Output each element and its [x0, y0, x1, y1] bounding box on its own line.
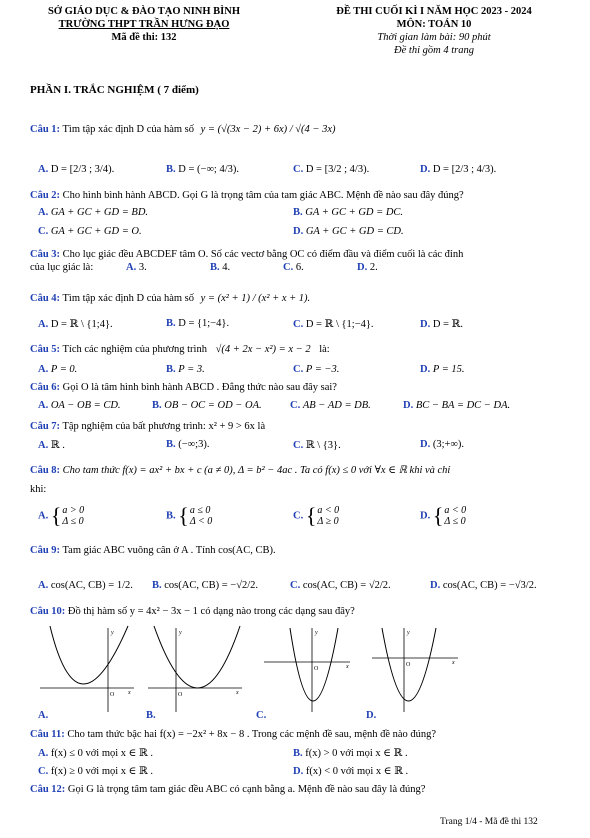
- svg-text:O: O: [406, 662, 411, 668]
- svg-text:O: O: [110, 692, 115, 698]
- q7-option-c[interactable]: C. ℝ \ {3}.: [293, 440, 341, 451]
- q6-option-d[interactable]: D. BC − BA = DC − DA.: [403, 400, 511, 411]
- question-9: Câu 9: Tam giác ABC vuông cân ở A . Tính cos(AC, CB).: [30, 545, 276, 556]
- svg-text:y: y: [179, 630, 182, 636]
- svg-text:x: x: [128, 690, 131, 696]
- q11-option-c[interactable]: C. f(x) ≥ 0 với mọi x ∈ ℝ .: [38, 766, 154, 777]
- q7-option-a[interactable]: A. ℝ .: [38, 440, 65, 451]
- question-3: Câu 3: Cho lục giác đều ABCDEF tâm O. Số các vectơ bằng OC có điểm đầu và điểm cuối là các đỉnh: [30, 249, 464, 260]
- graph-c[interactable]: [256, 624, 354, 714]
- q10-option-d[interactable]: D.: [366, 710, 377, 721]
- q4-option-a[interactable]: A. D = ℝ \ {1;4}.: [38, 319, 113, 330]
- school-name: TRƯỜNG THPT TRẦN HƯNG ĐẠO: [58, 19, 230, 30]
- q1-option-d[interactable]: D. D = [2/3 ; 4/3).: [420, 164, 497, 175]
- svg-text:y: y: [315, 630, 318, 636]
- q5-option-a[interactable]: A. P = 0.: [38, 364, 78, 375]
- q8-option-d[interactable]: D. {a < 0 Δ ≤ 0: [420, 503, 467, 528]
- q7-option-d[interactable]: D. (3;+∞).: [420, 439, 465, 450]
- q11-option-d[interactable]: D. f(x) < 0 với mọi x ∈ ℝ .: [293, 766, 409, 777]
- q4-option-b[interactable]: B. D = {1;−4}.: [166, 318, 230, 329]
- time-limit: Thời gian làm bài: 90 phút: [377, 32, 491, 43]
- q2-option-c[interactable]: C. GA + GC + GD = O.: [38, 226, 142, 237]
- question-8-cont: khi:: [30, 484, 47, 495]
- q8-option-b[interactable]: B. {a ≤ 0 Δ < 0: [166, 503, 213, 528]
- q5-option-c[interactable]: C. P = −3.: [293, 364, 340, 375]
- graph-a[interactable]: [38, 624, 136, 714]
- subject: MÔN: TOÁN 10: [396, 19, 472, 30]
- q11-option-b[interactable]: B. f(x) > 0 với mọi x ∈ ℝ .: [293, 748, 408, 759]
- question-7: Câu 7: Tập nghiệm của bất phương trình: x² + 9 > 6x là: [30, 421, 266, 432]
- question-5: Câu 5: Tích các nghiệm của phương trình √(4 + 2x − x²) = x − 2 là:: [30, 344, 330, 355]
- q3-option-c[interactable]: C. 6.: [283, 262, 304, 273]
- formula: y = (√(3x − 2) + 6x) / √(4 − 3x): [200, 124, 336, 135]
- svg-text:O: O: [314, 666, 319, 672]
- q10-option-b[interactable]: B.: [146, 710, 156, 721]
- q6-option-a[interactable]: A. OA − OB = CD.: [38, 400, 121, 411]
- dept-name: SỞ GIÁO DỤC & ĐÀO TẠO NINH BÌNH: [47, 6, 241, 17]
- q4-option-d[interactable]: D. D = ℝ.: [420, 319, 463, 330]
- exam-title: ĐỀ THI CUỐI KÌ I NĂM HỌC 2023 - 2024: [336, 6, 532, 17]
- q5-option-d[interactable]: D. P = 15.: [420, 364, 465, 375]
- question-6: Câu 6: Gọi O là tâm hình bình hành ABCD . Đẳng thức nào sau đây sai?: [30, 382, 337, 393]
- q1-option-b[interactable]: B. D = (−∞; 4/3).: [166, 164, 240, 175]
- question-4: Câu 4: Tìm tập xác định D của hàm số y = (x² + 1) / (x² + x + 1).: [30, 293, 311, 304]
- q9-option-b[interactable]: B. cos(AC, CB) = −√2/2.: [152, 580, 258, 591]
- question-text: Tìm tập xác định D của hàm số: [62, 124, 194, 135]
- q2-option-a[interactable]: A. GA + GC + GD = BD.: [38, 207, 149, 218]
- question-10: Câu 10: Đồ thị hàm số y = 4x² − 3x − 1 có dạng nào trong các dạng sau đây?: [30, 606, 355, 617]
- q3-option-b[interactable]: B. 4.: [210, 262, 231, 273]
- q9-option-c[interactable]: C. cos(AC, CB) = √2/2.: [290, 580, 391, 591]
- svg-text:x: x: [452, 660, 455, 666]
- q8-option-a[interactable]: A. {a > 0 Δ ≤ 0: [38, 503, 85, 528]
- exam-code: Mã đề thi: 132: [111, 32, 177, 43]
- svg-text:x: x: [346, 664, 349, 670]
- question-12: Câu 12: Gọi G là trọng tâm tam giác đều ABC có cạnh bằng a. Mệnh đề nào sau đây là đúng?: [30, 784, 426, 795]
- q6-option-c[interactable]: C. AB − AD = DB.: [290, 400, 371, 411]
- q8-option-c[interactable]: C. {a < 0 Δ ≥ 0: [293, 503, 340, 528]
- page-count: Đề thi gồm 4 trang: [394, 45, 474, 56]
- svg-text:y: y: [407, 630, 410, 636]
- section-title: PHẦN I. TRẮC NGHIỆM ( 7 điểm): [30, 84, 199, 96]
- q2-option-b[interactable]: B. GA + GC + GD = DC.: [293, 207, 404, 218]
- svg-text:x: x: [236, 690, 239, 696]
- question-8: Câu 8: Cho tam thức f(x) = ax² + bx + c (a ≠ 0), Δ = b² − 4ac . Ta có f(x) ≤ 0 với ∀x ∈ ℝ khi và chỉ: [30, 465, 451, 476]
- q7-option-b[interactable]: B. (−∞;3).: [166, 439, 210, 450]
- graph-d[interactable]: [364, 624, 462, 714]
- q10-option-c[interactable]: C.: [256, 710, 267, 721]
- q9-option-a[interactable]: A. cos(AC, CB) = 1/2.: [38, 580, 133, 591]
- svg-text:y: y: [111, 630, 114, 636]
- svg-text:O: O: [178, 692, 183, 698]
- q2-option-d[interactable]: D. GA + GC + GD = CD.: [293, 226, 404, 237]
- question-3-cont: của lục giác là:: [30, 262, 94, 273]
- question-11: Câu 11: Cho tam thức bậc hai f(x) = −2x² + 8x − 8 . Trong các mệnh đề sau, mệnh đề nào đúng?: [30, 729, 437, 740]
- q10-option-a[interactable]: A.: [38, 710, 49, 721]
- graph-b[interactable]: [146, 624, 244, 714]
- q3-option-a[interactable]: A. 3.: [126, 262, 147, 273]
- q3-option-d[interactable]: D. 2.: [357, 262, 378, 273]
- q9-option-d[interactable]: D. cos(AC, CB) = −√3/2.: [430, 580, 537, 591]
- q11-option-a[interactable]: A. f(x) ≤ 0 với mọi x ∈ ℝ .: [38, 748, 154, 759]
- q6-option-b[interactable]: B. OB − OC = OD − OA.: [152, 400, 262, 411]
- page-footer: Trang 1/4 - Mã đề thi 132: [440, 817, 538, 827]
- q1-option-c[interactable]: C. D = [3/2 ; 4/3).: [293, 164, 370, 175]
- q4-option-c[interactable]: C. D = ℝ \ {1;−4}.: [293, 319, 374, 330]
- question-2: Câu 2: Cho hình bình hành ABCD. Gọi G là trọng tâm của tam giác ABC. Mệnh đề nào sau đây đúng?: [30, 190, 464, 201]
- question-number: Câu 1:: [30, 124, 61, 135]
- question-1: [30, 124, 336, 135]
- q5-option-b[interactable]: B. P = 3.: [166, 364, 205, 375]
- q1-option-a[interactable]: A. D = [2/3 ; 3/4).: [38, 164, 115, 175]
